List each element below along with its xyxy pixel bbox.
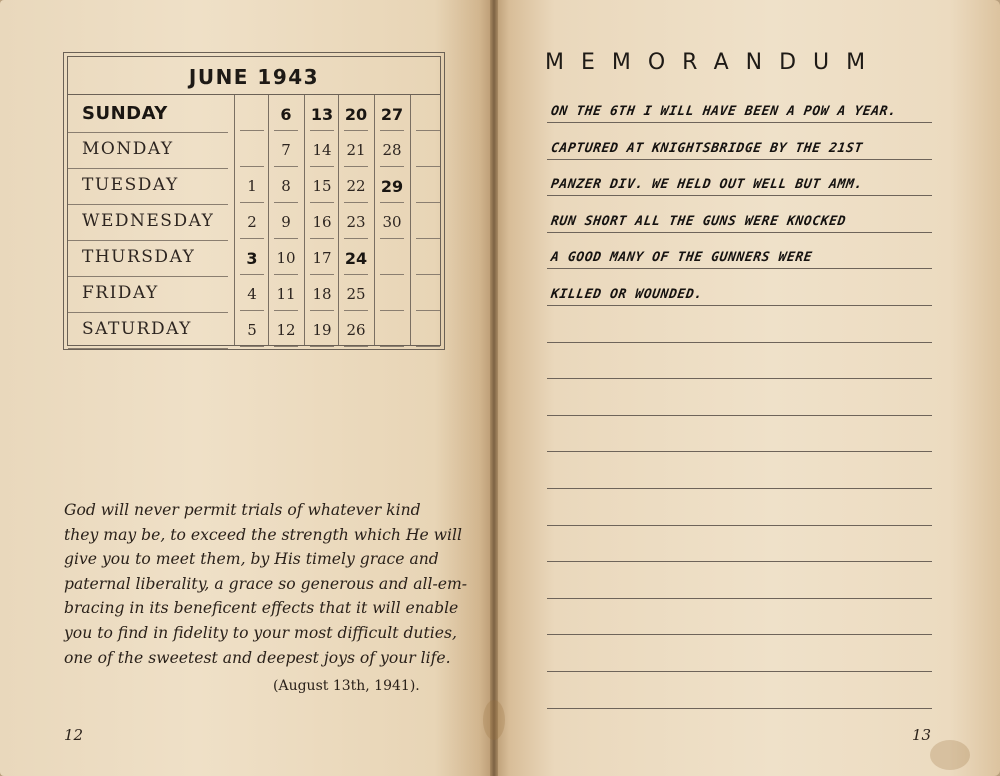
calendar-date: 12	[276, 321, 296, 339]
quote-line: God will never permit trials of whatever kind	[64, 501, 421, 519]
calendar-date-rule	[416, 274, 440, 275]
calendar-day-name: MONDAY	[82, 139, 174, 159]
calendar-date: 4	[247, 285, 257, 303]
calendar-date-rule	[380, 346, 404, 347]
calendar-date-rule	[310, 166, 334, 167]
calendar-date: 2	[247, 213, 257, 231]
calendar-date-rule	[416, 130, 440, 131]
handwritten-text: RUN SHORT ALL THE GUNS WERE KNOCKED	[549, 214, 847, 229]
quote-text	[64, 498, 468, 670]
handwritten-text: KILLED OR WOUNDED.	[549, 287, 704, 302]
calendar-date-rule	[380, 130, 404, 131]
memo-ruled-line	[547, 415, 932, 452]
calendar-date: 23	[346, 213, 366, 231]
memo-ruled-line	[547, 159, 932, 196]
calendar-date-rule	[274, 130, 298, 131]
calendar-day-name: THURSDAY	[82, 247, 196, 267]
calendar-date-rule	[274, 202, 298, 203]
quote-line: give you to meet them, by His timely grace and	[64, 550, 439, 569]
memo-ruled-line	[547, 379, 932, 416]
calendar-date-rule	[240, 202, 264, 203]
calendar-date-rule	[310, 346, 334, 347]
memo-ruled-line	[547, 342, 932, 379]
memo-ruled-line	[547, 86, 932, 123]
calendar-row	[68, 313, 444, 349]
calendar-date-rule	[344, 202, 368, 203]
calendar-date: 30	[382, 213, 402, 231]
calendar-date: 29	[380, 177, 404, 196]
calendar-date-rule	[344, 310, 368, 311]
calendar-date-rule	[274, 166, 298, 167]
memo-ruled-line	[547, 196, 932, 233]
memorandum-heading: MEMORANDUM	[545, 50, 883, 75]
calendar-date-rule	[240, 238, 264, 239]
quote-line: they may be, to exceed the strength which He will	[64, 525, 462, 544]
quote-line: paternal liberality, a grace so generous and all-em-	[64, 574, 468, 593]
calendar-row	[68, 277, 444, 313]
memo-ruled-line	[547, 306, 932, 343]
memo-ruled-line	[547, 525, 932, 562]
calendar-row	[68, 205, 444, 241]
calendar-date: 3	[246, 249, 258, 268]
paper-stain	[483, 700, 505, 740]
calendar-date: 10	[276, 249, 296, 267]
memo-ruled-line	[547, 635, 932, 672]
calendar-day-name: WEDNESDAY	[82, 211, 215, 231]
calendar-day-name: SUNDAY	[82, 103, 168, 124]
memo-ruled-line	[547, 232, 932, 269]
calendar-day-name: TUESDAY	[82, 175, 179, 195]
memo-ruled-line	[547, 672, 932, 709]
memo-ruled-line	[547, 269, 932, 306]
calendar-date-rule	[344, 130, 368, 131]
calendar-date-rule	[380, 310, 404, 311]
calendar-date: 7	[281, 141, 291, 159]
calendar-date-rule	[310, 310, 334, 311]
handwritten-text: CAPTURED AT KNIGHTSBRIDGE BY THE 21ST	[549, 141, 864, 156]
handwritten-text: ON THE 6TH I WILL HAVE BEEN A POW A YEAR.	[549, 104, 898, 119]
calendar-column-line	[234, 95, 235, 345]
calendar-date: 26	[346, 321, 366, 339]
calendar-row	[68, 97, 444, 133]
calendar-date: 28	[382, 141, 402, 159]
calendar-date: 15	[312, 177, 332, 195]
calendar-column-line	[268, 95, 269, 345]
calendar-date: 5	[247, 321, 257, 339]
calendar-date-rule	[274, 346, 298, 347]
calendar-day-name: SATURDAY	[82, 319, 192, 339]
handwritten-text: A GOOD MANY OF THE GUNNERS WERE	[549, 250, 814, 265]
calendar-date-rule	[380, 202, 404, 203]
calendar-date: 16	[312, 213, 332, 231]
calendar-date: 14	[312, 141, 332, 159]
calendar-date-rule	[380, 238, 404, 239]
memo-ruled-line	[547, 123, 932, 160]
quote-date: (August 13th, 1941).	[273, 678, 420, 694]
calendar-date-rule	[344, 274, 368, 275]
calendar-title: JUNE 1943	[188, 65, 320, 89]
calendar-date-rule	[344, 166, 368, 167]
memo-ruled-line	[547, 452, 932, 489]
calendar-date-rule	[344, 238, 368, 239]
calendar-date: 6	[280, 105, 292, 124]
calendar-date-rule	[240, 310, 264, 311]
calendar-column-line	[338, 95, 339, 345]
calendar-date-rule	[380, 274, 404, 275]
paper-stain	[930, 740, 970, 770]
calendar-date: 1	[247, 177, 257, 195]
memo-ruled-line	[547, 598, 932, 635]
calendar-column-line	[410, 95, 411, 345]
calendar-date: 11	[276, 285, 296, 303]
calendar-column-line	[374, 95, 375, 345]
calendar-date-rule	[240, 130, 264, 131]
book-spine	[490, 0, 498, 776]
handwritten-text: PANZER DIV. WE HELD OUT WELL BUT AMM.	[549, 177, 864, 192]
calendar-date-rule	[416, 346, 440, 347]
calendar-date: 9	[281, 213, 291, 231]
calendar-day-name: FRIDAY	[82, 283, 159, 303]
page-number-right: 13	[912, 726, 932, 744]
calendar-date-rule	[240, 166, 264, 167]
calendar-title-rule	[68, 94, 440, 95]
calendar-date-rule	[274, 310, 298, 311]
calendar-column-line	[304, 95, 305, 345]
quote-line: you to find in fidelity to your most difficult duties,	[64, 623, 457, 642]
calendar-row-rule	[68, 348, 228, 349]
calendar-table	[63, 52, 445, 350]
calendar-date-rule	[416, 310, 440, 311]
page-number-left: 12	[64, 726, 84, 744]
calendar-date: 13	[310, 105, 334, 124]
calendar-date: 20	[344, 105, 368, 124]
calendar-date-rule	[274, 274, 298, 275]
calendar-date-rule	[310, 202, 334, 203]
calendar-row	[68, 133, 444, 169]
calendar-date-rule	[240, 346, 264, 347]
memo-ruled-line	[547, 562, 932, 599]
calendar-row	[68, 241, 444, 277]
quote-line: one of the sweetest and deepest joys of your life.	[64, 648, 451, 667]
calendar-date: 24	[344, 249, 368, 268]
calendar-date: 8	[281, 177, 291, 195]
calendar-date-rule	[240, 274, 264, 275]
memo-ruled-line	[547, 489, 932, 526]
calendar-date-rule	[416, 238, 440, 239]
left-page	[0, 0, 494, 776]
calendar-date-rule	[310, 238, 334, 239]
quote-line: bracing in its beneficent effects that it will enable	[64, 599, 459, 618]
calendar-date-rule	[310, 274, 334, 275]
calendar-date: 25	[346, 285, 366, 303]
calendar-date: 17	[312, 249, 332, 267]
calendar-date-rule	[274, 238, 298, 239]
calendar-row	[68, 169, 444, 205]
calendar-date: 18	[312, 285, 332, 303]
calendar-date-rule	[310, 130, 334, 131]
calendar-date-rule	[344, 346, 368, 347]
calendar-date: 19	[312, 321, 332, 339]
calendar-date-rule	[416, 166, 440, 167]
calendar-date: 21	[346, 141, 366, 159]
calendar-date: 22	[346, 177, 366, 195]
calendar-inner-frame	[67, 56, 441, 346]
calendar-date-rule	[416, 202, 440, 203]
calendar-date-rule	[380, 166, 404, 167]
calendar-date: 27	[380, 105, 404, 124]
